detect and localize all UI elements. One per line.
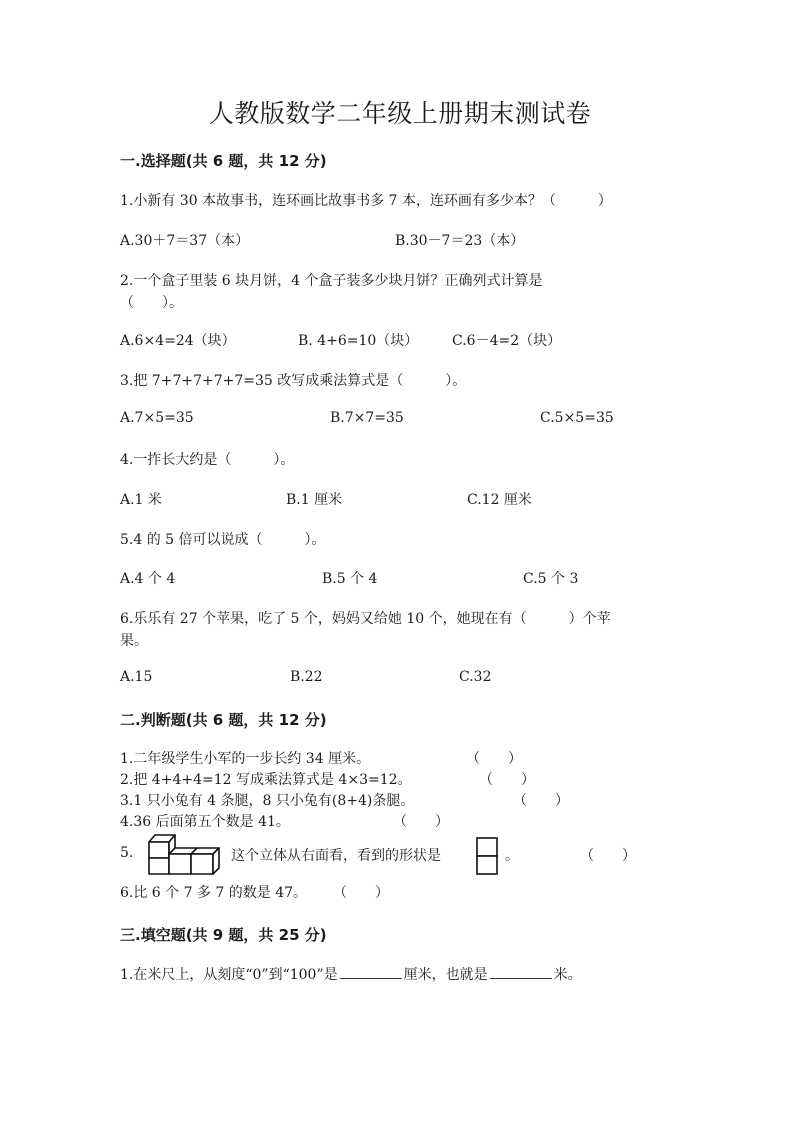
option-b: B.7×7=35 — [330, 410, 404, 426]
option-a: A.30＋7＝37（本） — [120, 233, 250, 249]
answer-blank[interactable] — [340, 964, 402, 979]
option-a: A.4 个 4 — [120, 571, 176, 587]
section-heading-judgement: 二.判断题(共 6 题，共 12 分) — [120, 711, 327, 729]
answer-paren: （ ） — [393, 814, 449, 830]
option-b: B. 4+6=10（块） — [298, 333, 419, 349]
answer-paren: （ ） — [333, 885, 389, 901]
fill-text-1: 1.在米尺上，从刻度“0”到“100”是 — [120, 967, 338, 983]
judgement-item: 3.1 只小兔有 4 条腿，8 只小兔有(8+4)条腿。 — [120, 793, 415, 809]
front-view-shape-icon — [476, 837, 498, 875]
judgement-item-number: 5. — [120, 845, 134, 861]
question-text: 3.把 7+7+7+7+7=35 改写成乘法算式是（ ）。 — [120, 373, 467, 389]
option-b: B.22 — [290, 669, 323, 685]
answer-paren: （ ） — [580, 848, 636, 864]
question-text: 4.一拃长大约是（ ）。 — [120, 452, 295, 468]
question-text-cont: 果。 — [120, 633, 148, 649]
page-title: 人教版数学二年级上册期末测试卷 — [208, 99, 592, 128]
option-c: C.5 个 3 — [523, 571, 579, 587]
fill-text-3: 米。 — [553, 967, 582, 983]
option-a: A.1 米 — [120, 492, 162, 508]
answer-blank[interactable] — [490, 964, 552, 979]
option-c: C.32 — [459, 669, 492, 685]
question-text: 6.乐乐有 27 个苹果，吃了 5 个，妈妈又给她 10 个，她现在有（ ）个苹 — [120, 611, 611, 627]
section-heading-fill: 三.填空题(共 9 题，共 25 分) — [120, 926, 327, 944]
question-text: 1.小新有 30 本故事书，连环画比故事书多 7 本，连环画有多少本？（ ） — [120, 193, 612, 209]
answer-paren: （ ） — [513, 793, 569, 809]
judgement-item: 1.二年级学生小军的一步长约 34 厘米。 — [120, 751, 371, 767]
judgement-item: 4.36 后面第五个数是 41。 — [120, 814, 290, 830]
fill-text-2: 厘米，也就是 — [403, 967, 488, 983]
question-text-cont: （ ）。 — [120, 295, 183, 311]
option-a: A.15 — [120, 669, 153, 685]
judgement-item: 这个立体从右面看，看到的形状是 — [231, 848, 441, 864]
answer-paren: （ ） — [466, 751, 522, 767]
option-c: C.5×5=35 — [540, 410, 614, 426]
question-text: 5.4 的 5 倍可以说成（ ）。 — [120, 532, 326, 548]
fill-question — [120, 964, 582, 984]
cube-stack-icon — [145, 832, 221, 876]
answer-paren: （ ） — [479, 772, 535, 788]
option-b: B.1 厘米 — [286, 492, 343, 508]
judgement-item: 6.比 6 个 7 多 7 的数是 47。 — [120, 885, 308, 901]
judgement-item-tail: 。 — [505, 848, 519, 864]
question-text: 2.一个盒子里装 6 块月饼，4 个盒子装多少块月饼？正确列式计算是 — [120, 273, 543, 289]
option-b: B.30－7＝23（本） — [395, 233, 525, 249]
judgement-item: 2.把 4+4+4=12 写成乘法算式是 4×3=12。 — [120, 772, 412, 788]
option-a: A.6×4=24（块） — [120, 333, 236, 349]
section-heading-choice: 一.选择题(共 6 题，共 12 分) — [120, 152, 327, 170]
option-c: C.12 厘米 — [467, 492, 532, 508]
option-c: C.6－4=2（块） — [452, 333, 562, 349]
option-b: B.5 个 4 — [322, 571, 378, 587]
option-a: A.7×5=35 — [120, 410, 194, 426]
